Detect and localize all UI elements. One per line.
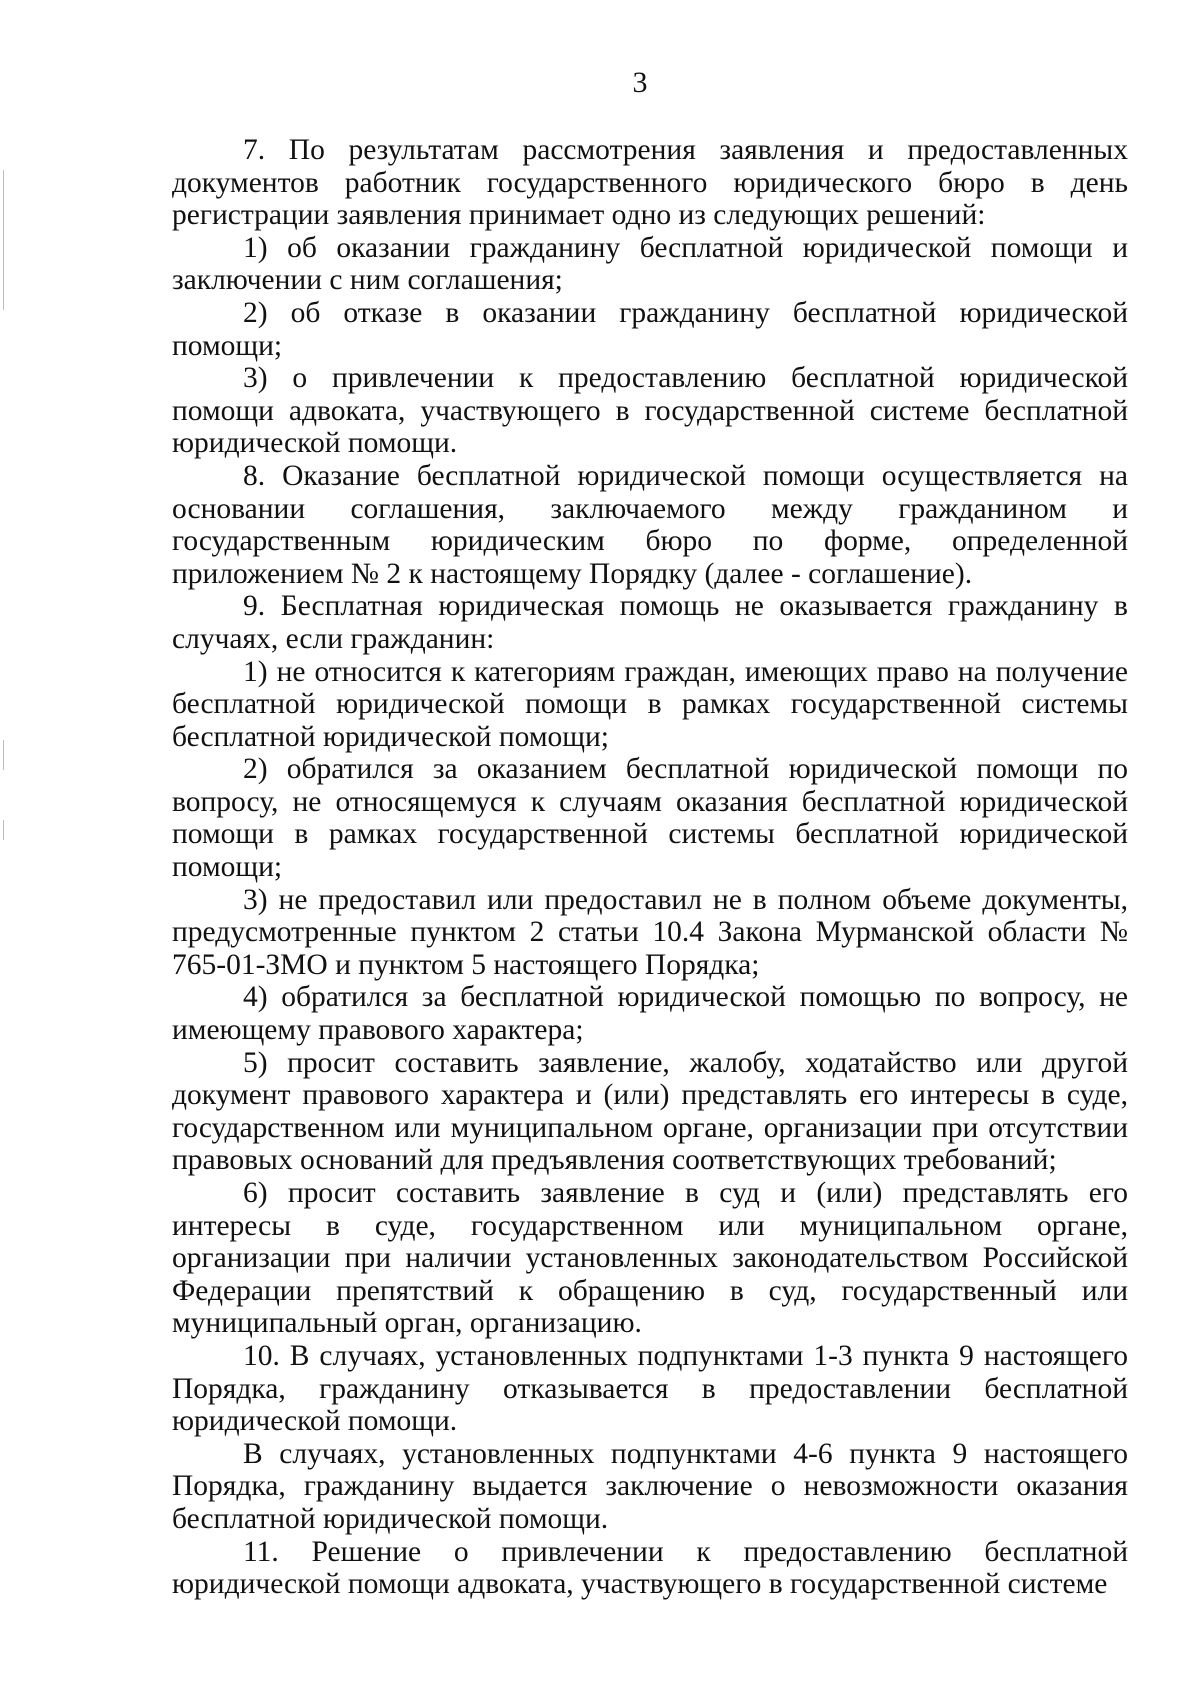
paragraph-7: 7. По результатам рассмотрения заявления и предоставленных документов работник государственного юридического бюро в день регистрации заявления принимает одно из следующих решений: <box>172 134 1128 232</box>
list-item-7-1: 1) об оказании гражданину бесплатной юридической помощи и заключении с ним соглашения; <box>172 231 1128 297</box>
scan-margin-mark <box>3 740 4 770</box>
list-item-9-4: 4) обратился за бесплатной юридической помощью по вопросу, не имеющему правового характера; <box>172 981 1128 1047</box>
list-item-9-3: 3) не предоставил или предоставил не в полном объеме документы, предусмотренные пунктом 2 статьи 10.4 Закона Мурманской области № 765-01-ЗМО и пунктом 5 настоящего Порядка; <box>172 883 1128 981</box>
list-item-9-1: 1) не относится к категориям граждан, имеющих право на получение бесплатной юридической помощи в рамках государственной системы бесплатной юридической помощи; <box>172 655 1128 753</box>
paragraph-8: 8. Оказание бесплатной юридической помощи осуществляется на основании соглашения, заключаемого между гражданином и государственным юридическим бюро по форме, определенной приложением № 2 к настоящему Порядку (далее - соглашение). <box>172 459 1128 590</box>
paragraph-11: 11. Решение о привлечении к предоставлению бесплатной юридической помощи адвоката, участвующего в государственной системе <box>172 1535 1128 1601</box>
scan-margin-mark <box>3 820 4 840</box>
list-item-9-2: 2) обратился за оказанием бесплатной юридической помощи по вопросу, не относящемуся к случаям оказания бесплатной юридической помощи в рамках государственной системы бесплатной юридической помощи; <box>172 753 1128 884</box>
list-item-9-6: 6) просит составить заявление в суд и (или) представлять его интересы в суде, государственном или муниципальном органе, организации при наличии установленных законодательством Российской Федерации препятствий к обращению в суд, государственный или муниципальный орган, организацию. <box>172 1177 1128 1340</box>
page-number: 3 <box>632 66 648 99</box>
paragraph-9: 9. Бесплатная юридическая помощь не оказывается гражданину в случаях, если гражданин: <box>172 590 1128 655</box>
document-body <box>172 134 1128 1601</box>
scan-margin-mark <box>3 170 4 310</box>
list-item-9-5: 5) просит составить заявление, жалобу, ходатайство или другой документ правового характера и (или) представлять его интересы в суде, государственном или муниципальном органе, организации при отсутствии правовых оснований для предъявления соответствующих требований; <box>172 1046 1128 1177</box>
paragraph-10-continued: В случаях, установленных подпунктами 4-6 пункта 9 настоящего Порядка, гражданину выдается заключение о невозможности оказания бесплатной юридической помощи. <box>172 1437 1128 1535</box>
list-item-7-3: 3) о привлечении к предоставлению бесплатной юридической помощи адвоката, участвующего в государственной системе бесплатной юридической помощи. <box>172 362 1128 460</box>
list-item-7-2: 2) об отказе в оказании гражданину бесплатной юридической помощи; <box>172 296 1128 362</box>
paragraph-10: 10. В случаях, установленных подпунктами 1-3 пункта 9 настоящего Порядка, гражданину отказывается в предоставлении бесплатной юридической помощи. <box>172 1339 1128 1438</box>
